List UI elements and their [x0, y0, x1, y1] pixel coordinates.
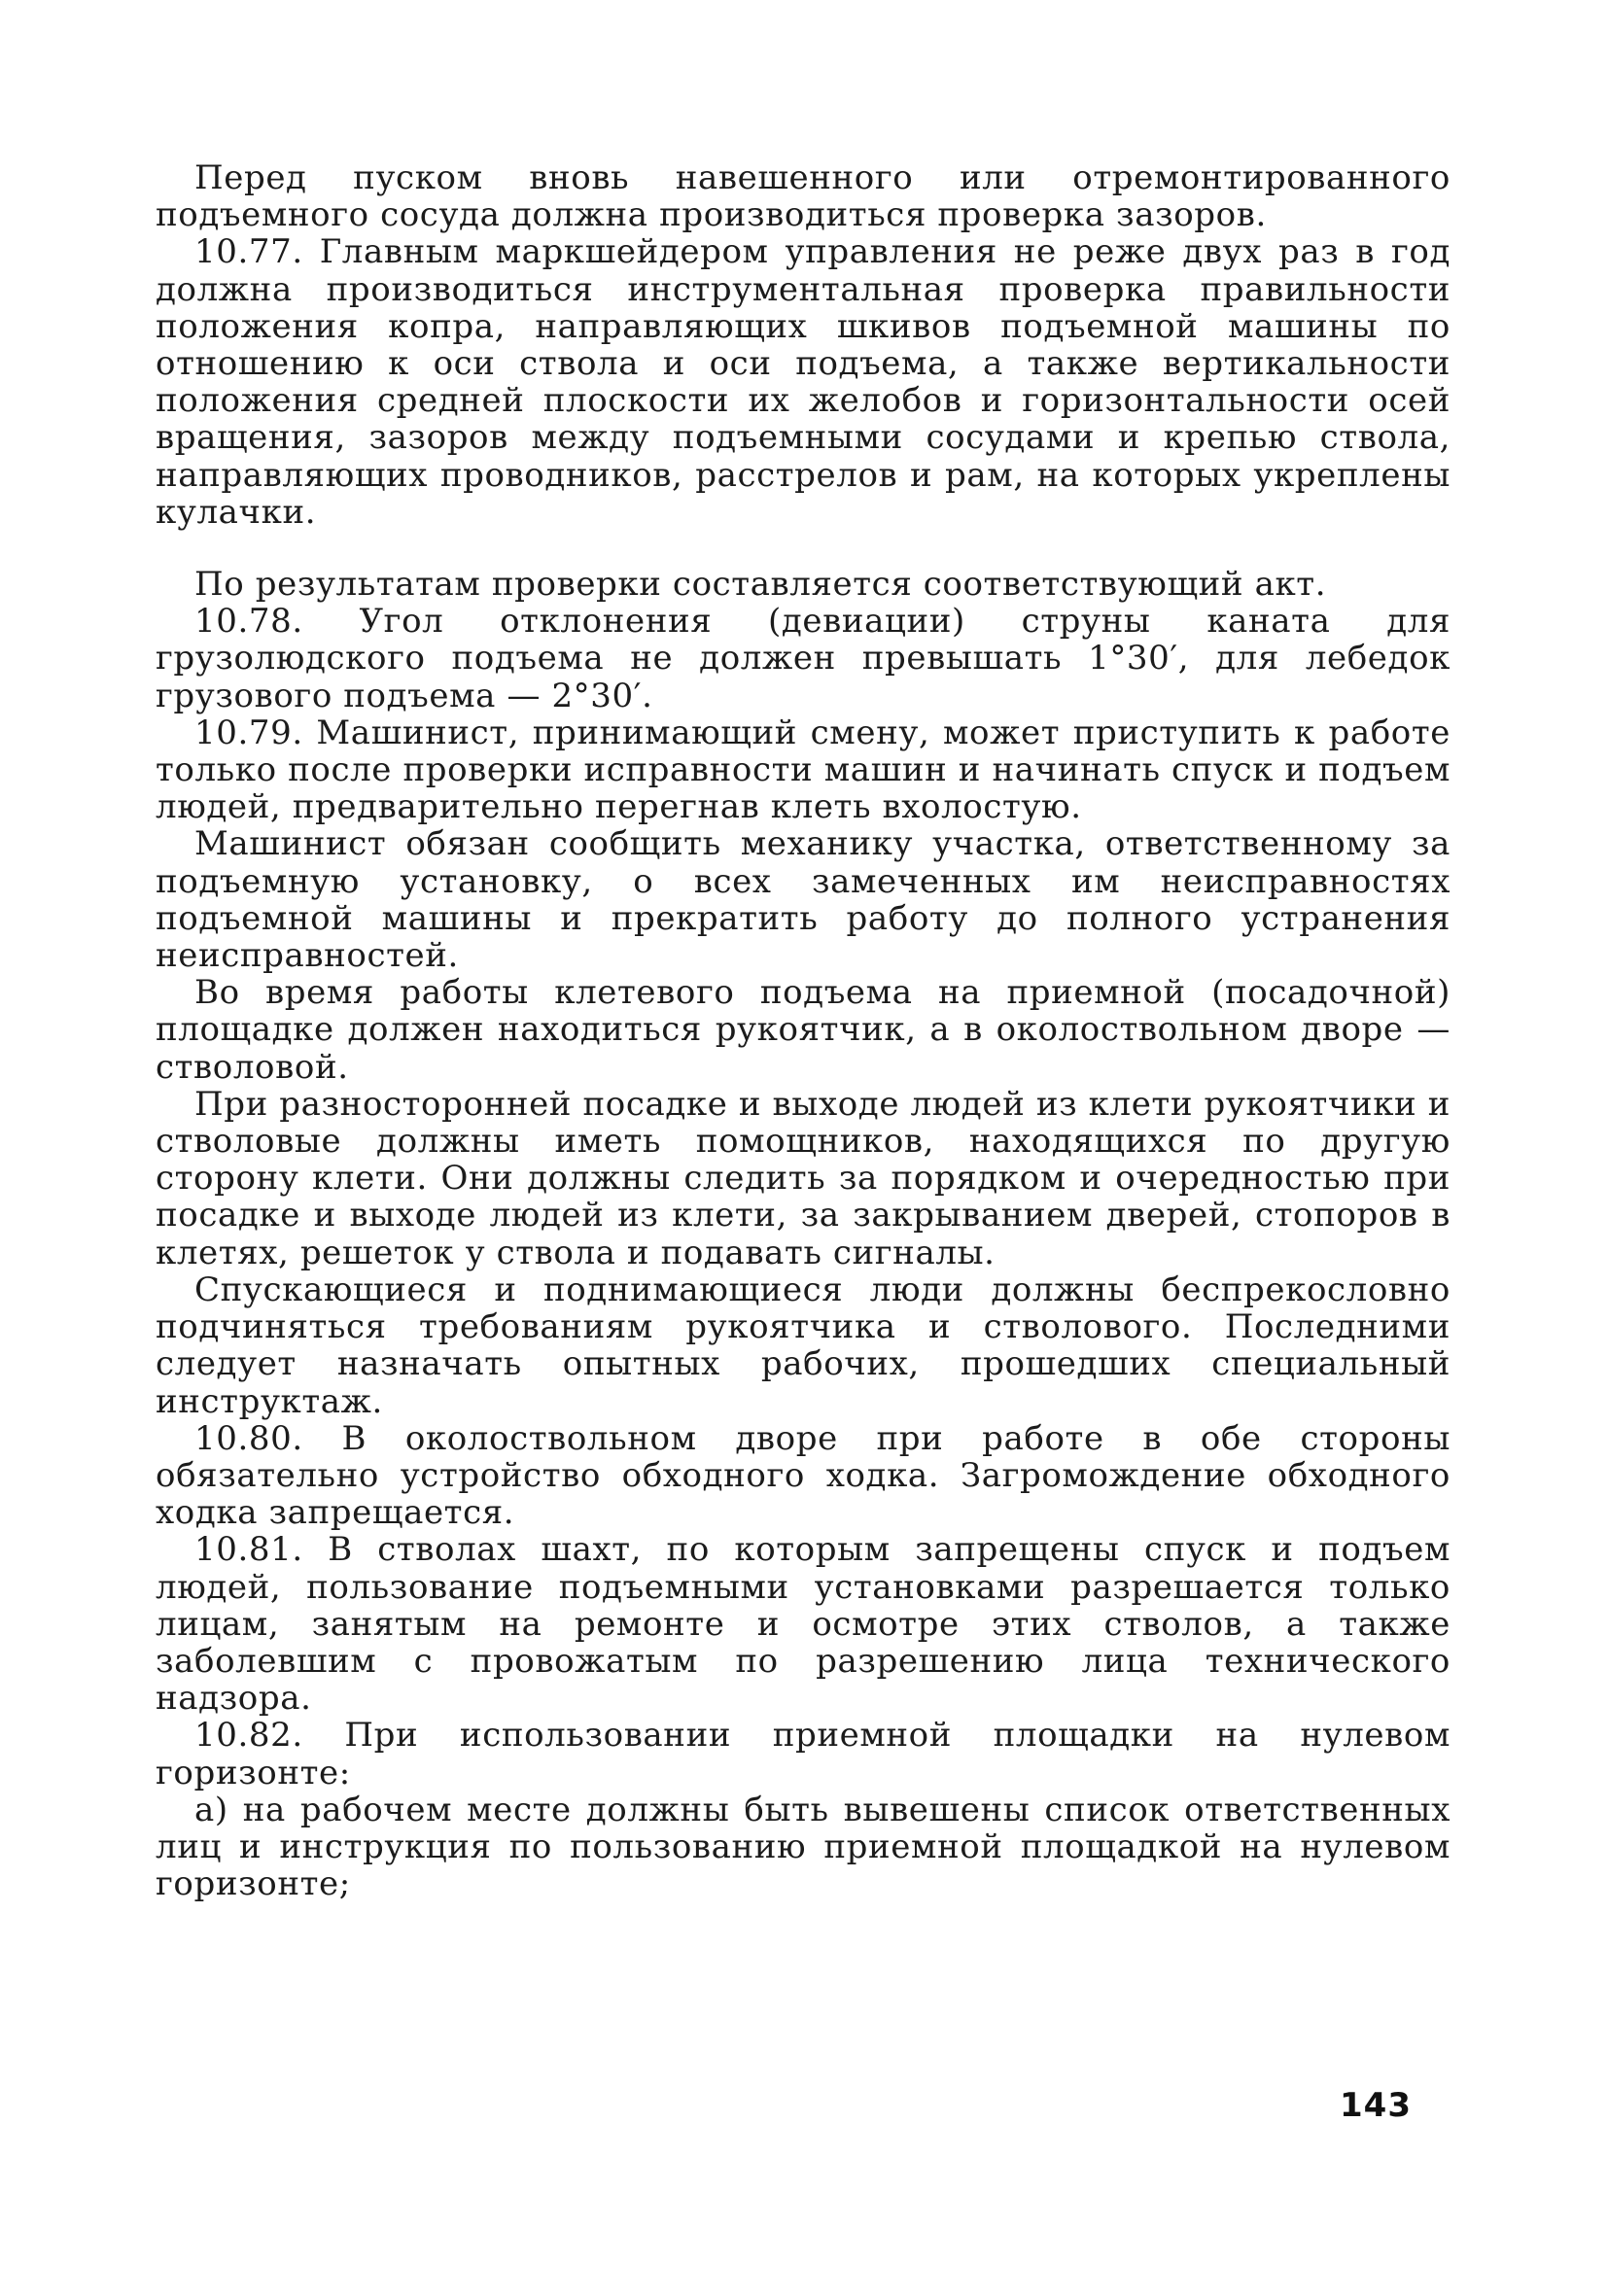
paragraph-inspection-act: По результатам проверки составляется соответствующий акт.: [194, 565, 1327, 605]
paragraph-10-77: 10.77. Главным маркшейдером управления не реже двух раз в год должна производиться инструментальная проверка правильности положения копра, направляющих шкивов подъемной машины по отношению к оси ствола и оси подъема, а также вертикальности положения средней плоскости их желобов и горизонтальности осей вращения, зазоров между подъемными сосудами и крепью ствола, направляющих проводников, расстрелов и рам, на которых укреплены кулачки.: [156, 232, 1451, 532]
paragraph-two-sided-landing: При разносторонней посадке и выходе людей из клети рукоятчики и стволовые должны иметь помощников, находящихся по другую сторону клети. Они должны следить за порядком и очередностью при посадке и выходе людей из клети, за закрыванием дверей, стопоров в клетях, решеток у ствола и подавать сигналы.: [156, 1084, 1451, 1272]
paragraph-10-80: 10.80. В околоствольном дворе при работе в обе стороны обязательно устройство обходного ходка. Загромождение обходного ходка запрещается.: [156, 1418, 1451, 1533]
paragraph-10-79: 10.79. Машинист, принимающий смену, может приступить к работе только после проверки исправности машин и начинать спуск и подъем людей, предварительно перегнав клеть вхолостую.: [156, 713, 1451, 827]
paragraph-gap-check: Перед пуском вновь навешенного или отремонтированного подъемного сосуда должна производиться проверка зазоров.: [156, 158, 1451, 235]
paragraph-10-82-a: а) на рабочем месте должны быть вывешены список ответственных лиц и инструкция по пользованию приемной площадкой на нулевом горизонте;: [156, 1790, 1451, 1904]
page-number: 143: [1340, 2086, 1412, 2125]
paragraph-obey-signalmen: Спускающиеся и поднимающиеся люди должны беспрекословно подчиняться требованиям рукоятчика и стволового. Последними следует назначать опытных рабочих, прошедших специальный инструктаж.: [156, 1270, 1451, 1421]
paragraph-machinist-duty: Машинист обязан сообщить механику участка, ответственному за подъемную установку, о всех замеченных им неисправностях подъемной машины и прекратить работу до полного устранения неисправностей.: [156, 824, 1451, 976]
body-text: [156, 159, 1451, 1902]
paragraph-10-82: 10.82. При использовании приемной площадки на нулевом горизонте:: [156, 1716, 1451, 1792]
paragraph-10-78: 10.78. Угол отклонения (девиации) струны каната для грузолюдского подъема не должен превышать 1°30′, для лебедок грузового подъема — 2°30′.: [156, 602, 1451, 715]
paragraph-cage-operation: Во время работы клетевого подъема на приемной (посадочной) площадке должен находиться рукоятчик, а в околоствольном дворе — стволовой.: [156, 973, 1451, 1087]
paragraph-10-81: 10.81. В стволах шахт, по которым запрещены спуск и подъем людей, пользование подъемными установками разрешается только лицам, занятым на ремонте и осмотре этих стволов, а также заболевшим с провожатым по разрешению лица технического надзора.: [156, 1530, 1451, 1719]
